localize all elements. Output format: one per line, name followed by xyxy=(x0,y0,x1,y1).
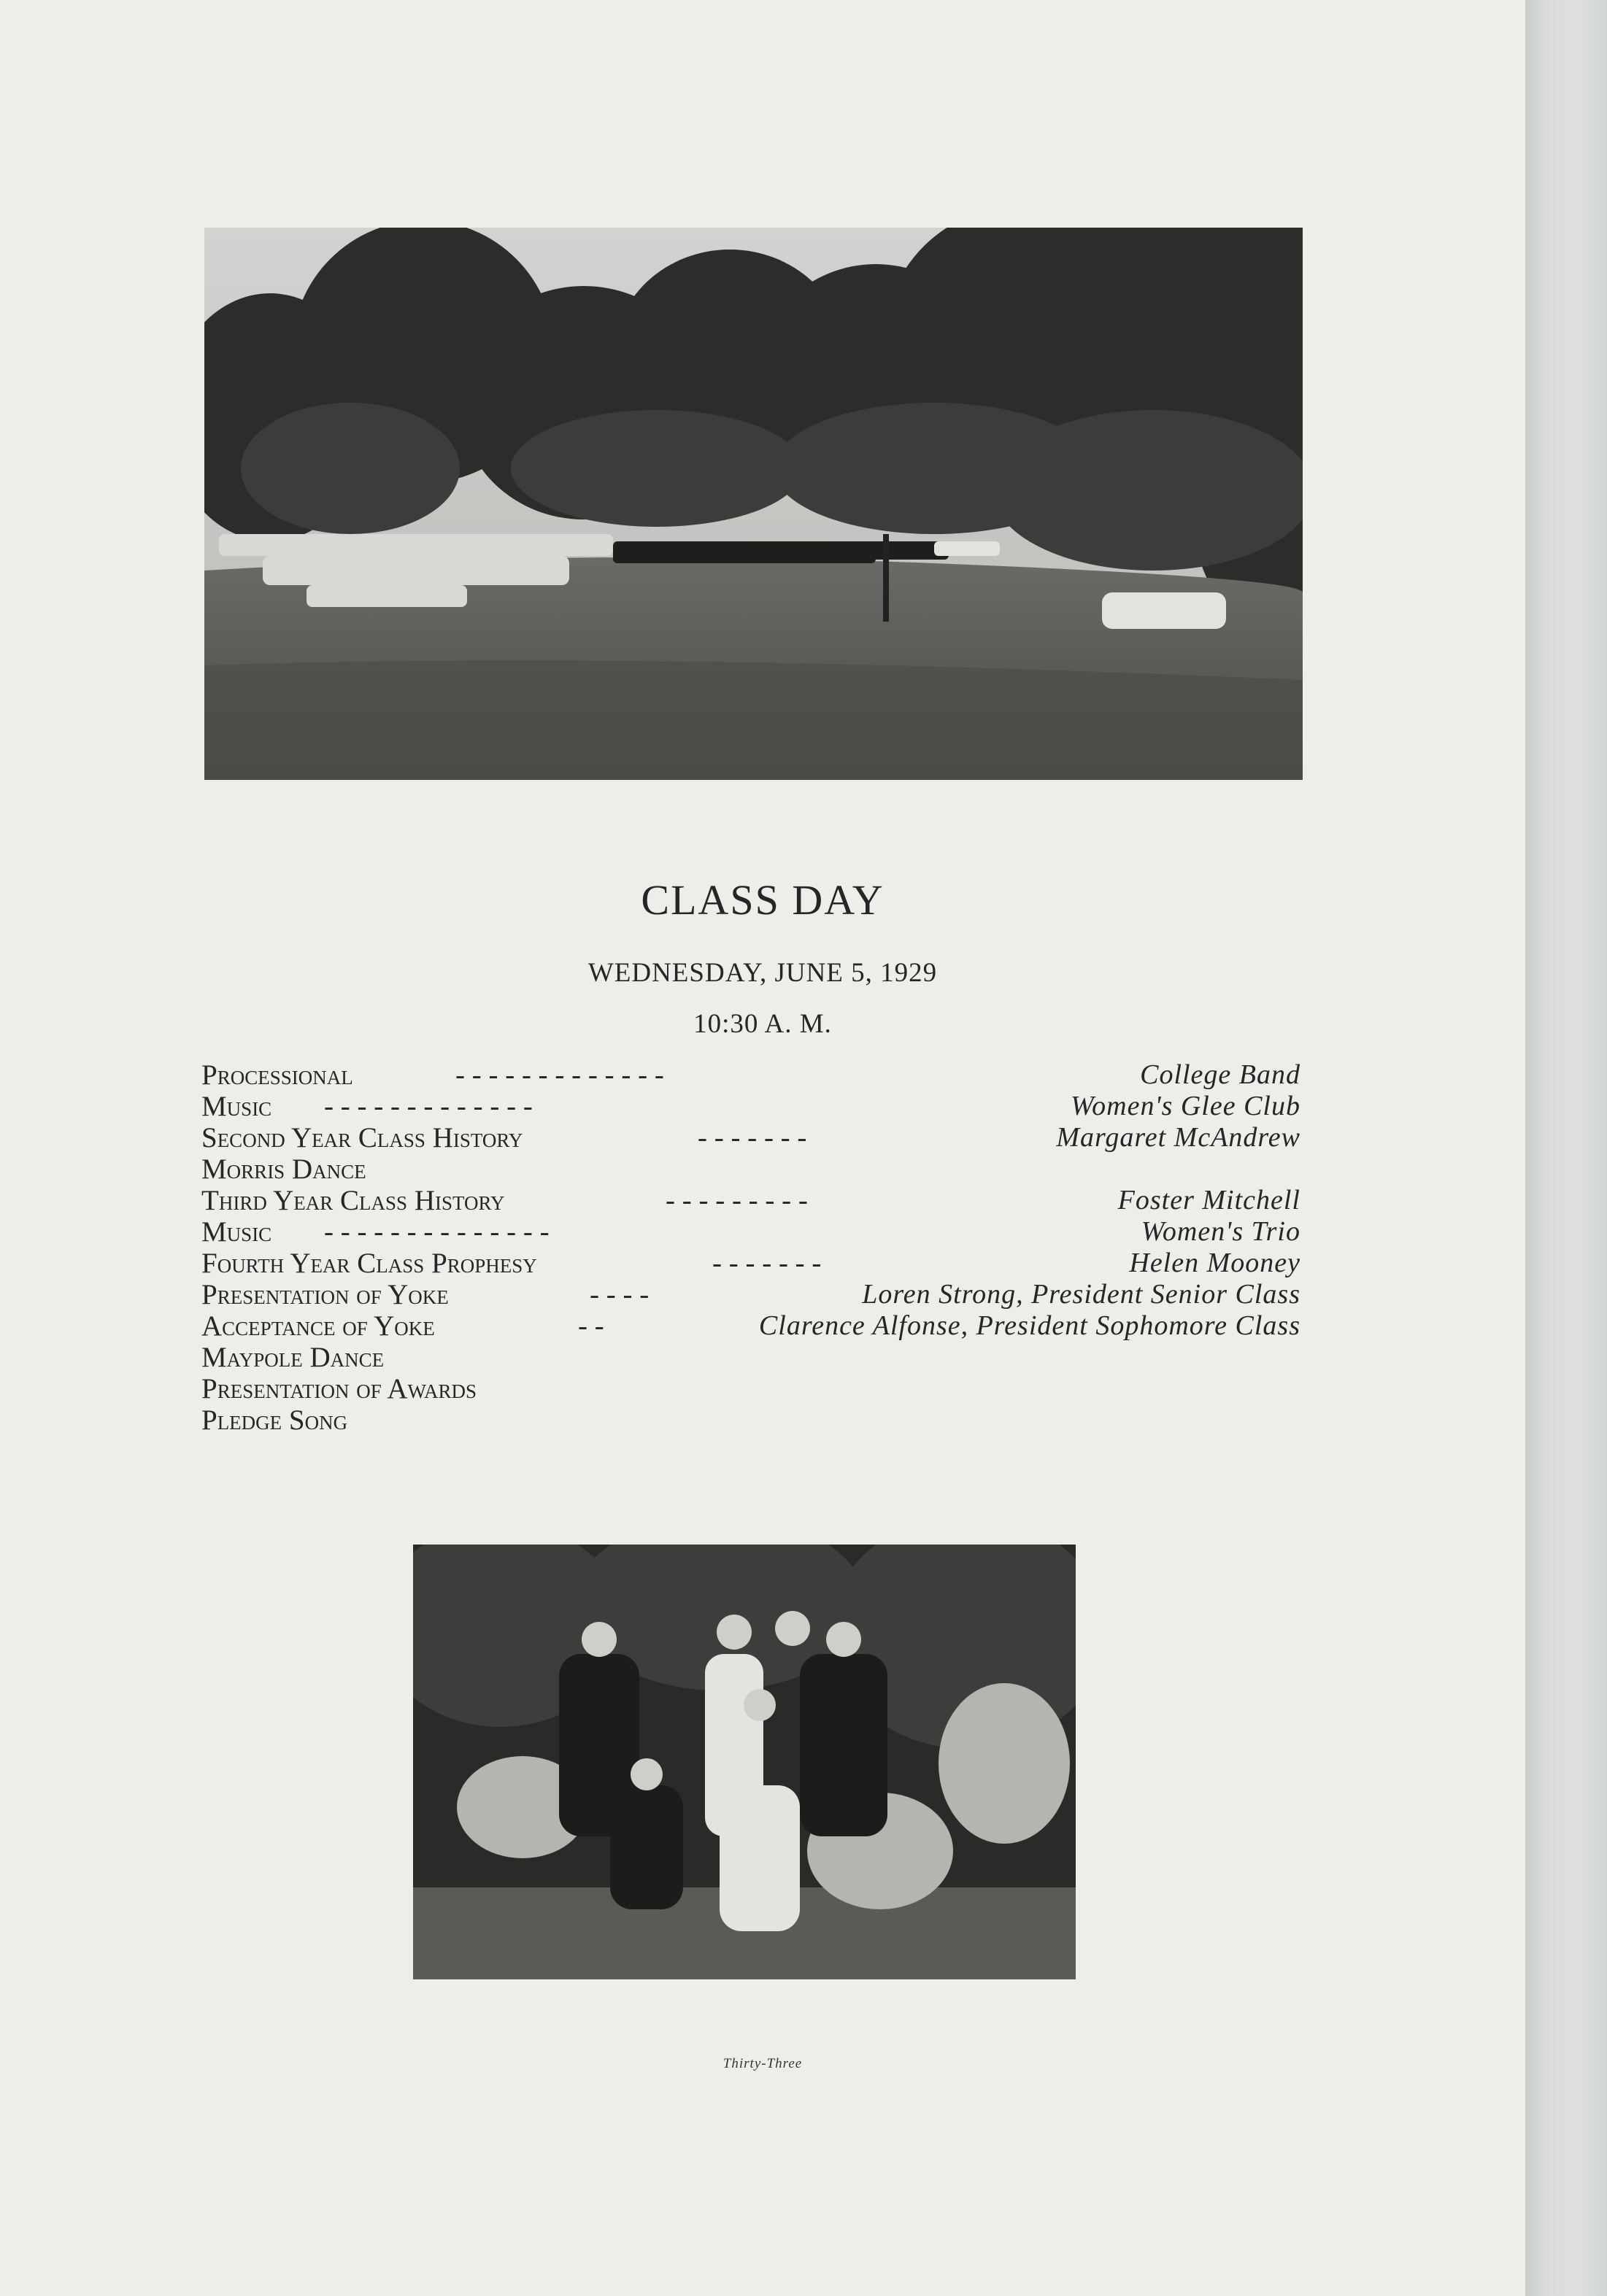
program-item-performer: Women's Trio xyxy=(1141,1216,1300,1247)
program-item-name: Acceptance of Yoke xyxy=(201,1310,435,1342)
program-item xyxy=(201,1153,1300,1185)
program-item-dashes: - - - - - - - - - xyxy=(666,1185,808,1216)
program-item xyxy=(201,1059,1300,1091)
program-item xyxy=(201,1122,1300,1153)
program-item xyxy=(201,1342,1300,1373)
program-item-name: Second Year Class History xyxy=(201,1122,523,1153)
page-title: CLASS DAY xyxy=(641,876,885,924)
program-item-performer: Loren Strong, President Senior Class xyxy=(862,1279,1300,1310)
program-item-dashes: - - - - - - - - - - - - - - xyxy=(324,1216,550,1248)
program-item-name: Presentation of Yoke xyxy=(201,1279,449,1310)
event-time: 10:30 A. M. xyxy=(693,1009,832,1039)
program-item-dashes: - - - - - - - - - - - - - xyxy=(324,1091,533,1122)
event-date: WEDNESDAY, JUNE 5, 1929 xyxy=(587,958,938,988)
maypole-court-photo xyxy=(413,1545,1076,1979)
program-item-name: Pledge Song xyxy=(201,1404,348,1436)
program-item xyxy=(201,1310,1300,1342)
program-item xyxy=(201,1091,1300,1122)
program-item xyxy=(201,1373,1300,1404)
program-item-name: Morris Dance xyxy=(201,1153,366,1185)
program-item-performer: Women's Glee Club xyxy=(1070,1091,1300,1121)
program-item-performer: Foster Mitchell xyxy=(1117,1185,1300,1215)
page-edge xyxy=(1525,0,1607,2296)
program-item-name: Fourth Year Class Prophesy xyxy=(201,1248,537,1279)
program-item xyxy=(201,1248,1300,1279)
program-item xyxy=(201,1185,1300,1216)
program-item-dashes: - - xyxy=(578,1310,604,1342)
page-number: Thirty-Three xyxy=(722,2056,803,2071)
program-item-performer: Helen Mooney xyxy=(1129,1248,1300,1278)
program-item-dashes: - - - - - - - xyxy=(712,1248,822,1279)
program-item-dashes: - - - - xyxy=(590,1279,650,1310)
program-item-name: Music xyxy=(201,1216,272,1248)
program-item xyxy=(201,1216,1300,1248)
program-item-dashes: - - - - - - - xyxy=(698,1122,807,1153)
program-item-performer: Clarence Alfonse, President Sophomore Class xyxy=(758,1310,1300,1341)
program-item-dashes: - - - - - - - - - - - - - xyxy=(455,1059,664,1091)
program-item-performer: College Band xyxy=(1140,1059,1300,1090)
program-item-performer: Margaret McAndrew xyxy=(1056,1122,1300,1153)
program-item-name: Music xyxy=(201,1091,272,1122)
program-item-name: Third Year Class History xyxy=(201,1185,505,1216)
program-item-name: Maypole Dance xyxy=(201,1342,385,1373)
class-day-crowd-photo xyxy=(204,228,1303,780)
program-item-name: Presentation of Awards xyxy=(201,1373,477,1404)
program-item-name: Processional xyxy=(201,1059,353,1091)
program-item xyxy=(201,1404,1300,1436)
program-item xyxy=(201,1279,1300,1310)
program-list xyxy=(201,1059,1300,1436)
